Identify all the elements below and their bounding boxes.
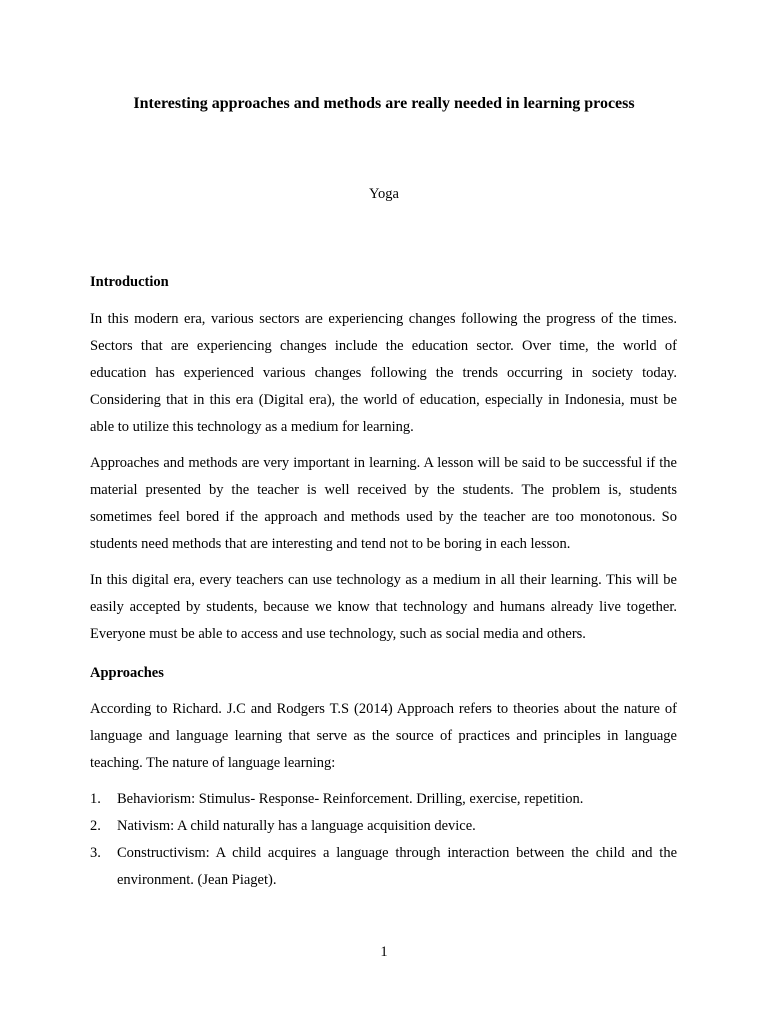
introduction-paragraph-1: In this modern era, various sectors are experiencing changes following the progress of the times. Sectors that are experiencing changes include the education sector. Over time, the world of education has experienced various changes following the trends occurring in society today. Considering that in this era (Digital era), the world of education, especially in Indonesia, must be able to utilize this technology as a medium for learning. (90, 311, 677, 435)
introduction-paragraph-2: Approaches and methods are very important in learning. A lesson will be said to be successful if the material presented by the teacher is well received by the students. The problem is, students sometimes feel bored if the approach and methods used by the teacher are too monotonous. So students need methods that are interesting and tend not to be boring in each lesson. (90, 455, 677, 552)
introduction-paragraph-3: In this digital era, every teachers can use technology as a medium in all their learning. This will be easily accepted by students, because we know that technology and humans already live together. Everyone must be able to access and use technology, such as social media and others. (90, 572, 677, 642)
approaches-paragraph: According to Richard. J.C and Rodgers T.S (2014) Approach refers to theories about the nature of language and language learning that serve as the source of practices and principles in language teaching. The nature of language learning: (90, 701, 677, 771)
list-item-number: 3. (90, 845, 101, 861)
approaches-heading: Approaches (90, 665, 164, 681)
author-name: Yoga (369, 186, 399, 202)
page-number: 1 (380, 944, 388, 960)
introduction-heading: Introduction (90, 274, 169, 290)
list-item (90, 813, 677, 840)
list-item-text: Nativism: A child naturally has a language acquisition device. (117, 818, 476, 834)
list-item-text: Constructivism: A child acquires a language through interaction between the child and the environment. (Jean Piaget). (117, 845, 677, 888)
language-learning-list (90, 786, 677, 894)
document-title: Interesting approaches and methods are really needed in learning process (133, 95, 635, 112)
list-item-number: 1. (90, 791, 101, 807)
list-item (90, 840, 677, 894)
list-item-text: Behaviorism: Stimulus- Response- Reinforcement. Drilling, exercise, repetition. (117, 791, 584, 807)
list-item (90, 786, 677, 813)
list-item-number: 2. (90, 818, 101, 834)
